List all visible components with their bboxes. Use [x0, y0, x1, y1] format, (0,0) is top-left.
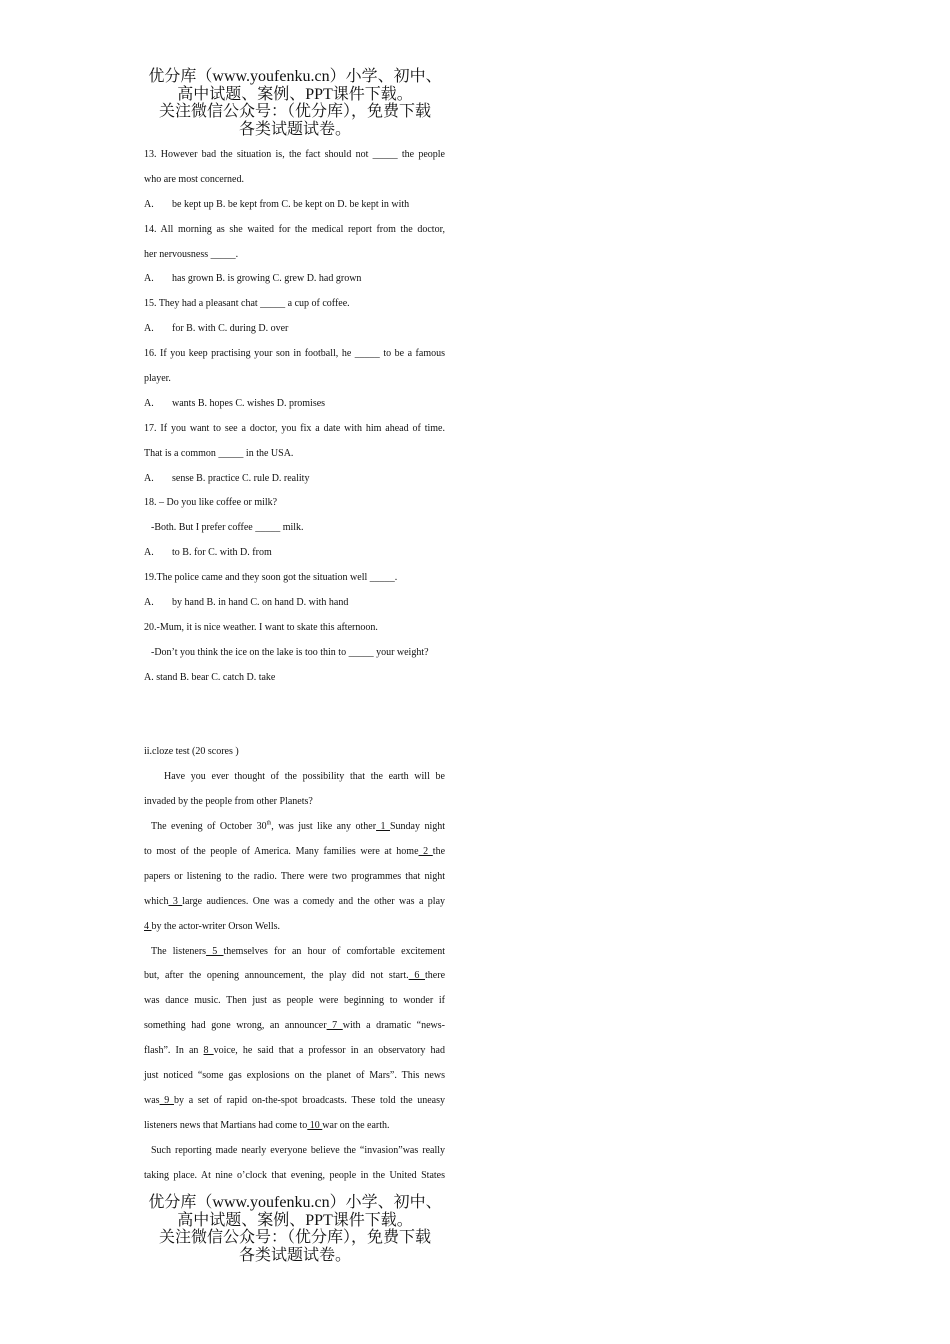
- question-18-line: 18. – Do you like coffee or milk?: [144, 497, 278, 509]
- question-16-line: player.: [144, 373, 171, 385]
- text-run: by the actor-writer Orson Wells.: [151, 920, 280, 932]
- blank-9: 9: [159, 1094, 174, 1106]
- blank-2: 2: [418, 845, 433, 857]
- question-13-line: who are most concerned.: [144, 173, 244, 185]
- banner-line: 各类试题试卷。: [238, 1246, 351, 1264]
- superscript: th: [266, 820, 272, 827]
- cloze-line: [144, 964, 445, 989]
- question-14-line: her nervousness _____.: [144, 248, 239, 260]
- text-run: The evening of October 30: [151, 821, 267, 833]
- text-run: which: [144, 895, 169, 907]
- blank-8: 8: [203, 1045, 214, 1057]
- option-text: for B. with C. during D. over: [172, 323, 289, 335]
- blank-5: 5: [206, 945, 224, 957]
- option-text: wants B. hopes C. wishes D. promises: [172, 397, 326, 409]
- footer-watermark-banner: [145, 1194, 445, 1264]
- text-run: the: [432, 845, 446, 857]
- blank-1: 1: [376, 821, 390, 833]
- cloze-line: just noticed “some gas explosions on the planet of Mars”. This news: [144, 1069, 445, 1081]
- text-run: themselves for an hour of comfortable excitement: [223, 945, 446, 957]
- text-run: but, after the opening announcement, the play did not start.: [144, 970, 409, 982]
- banner-line: 关注微信公众号：（优分库），免费下载: [158, 103, 431, 120]
- option-letter: A.: [144, 323, 154, 335]
- question-18-line: -Both. But I prefer coffee _____ milk.: [151, 522, 304, 534]
- text-run: voice, he said that a professor in an observatory had: [213, 1045, 445, 1057]
- option-letter: A.: [144, 273, 154, 285]
- option-text: by hand B. in hand C. on hand D. with hand: [172, 597, 349, 609]
- question-14-options: [144, 267, 445, 292]
- cloze-line: [144, 815, 445, 840]
- banner-line: 高中试题、案例、PPT课件下载。: [177, 85, 413, 103]
- cloze-line: [144, 1114, 445, 1139]
- question-13-options: [144, 193, 445, 218]
- text-run: by a set of rapid on-the-spot broadcasts. These told the uneasy: [173, 1094, 445, 1106]
- text-run: war on the earth.: [322, 1119, 390, 1131]
- blank-7: 7: [326, 1020, 343, 1032]
- banner-line: 高中试题、案例、PPT课件下载。: [177, 1211, 413, 1229]
- question-15-options: [144, 317, 445, 342]
- question-19-line: 19.The police came and they soon got the situation well _____.: [144, 572, 398, 584]
- text-run: there: [425, 970, 446, 982]
- question-14-line: 14. All morning as she waited for the medical report from the doctor,: [144, 223, 445, 235]
- option-letter: A.: [144, 198, 154, 210]
- cloze-line: [144, 840, 445, 865]
- text-run: something had gone wrong, an announcer: [144, 1020, 327, 1032]
- text-run: listeners news that Martians had come to: [144, 1119, 308, 1131]
- text-run: The listeners: [151, 945, 207, 957]
- banner-line: 各类试题试卷。: [238, 120, 351, 138]
- question-18-options: [144, 541, 445, 566]
- text-run: was: [144, 1094, 160, 1106]
- section-heading: ii.cloze test (20 scores ): [144, 746, 239, 758]
- section-spacer: [144, 691, 445, 741]
- option-text: sense B. practice C. rule D. reality: [172, 472, 310, 484]
- banner-line: 优分库（www.youfenku.cn）小学、初中、: [148, 1194, 442, 1211]
- blank-3: 3: [168, 895, 183, 907]
- blank-4: 4: [144, 920, 152, 932]
- cloze-line: [144, 890, 445, 915]
- text-run: flash”. In an: [144, 1045, 204, 1057]
- text-run: with a dramatic “news-: [342, 1020, 445, 1032]
- text-run: to most of the people of America. Many families were at home: [144, 845, 419, 857]
- cloze-line: taking place. At nine o’clock that evening, people in the United States: [144, 1169, 445, 1181]
- question-15-line: 15. They had a pleasant chat _____ a cup of coffee.: [144, 298, 350, 310]
- cloze-line: [144, 1089, 445, 1114]
- blank-10: 10: [307, 1119, 323, 1131]
- header-watermark-banner: [145, 68, 445, 138]
- document-body: [144, 143, 445, 1188]
- banner-line: 优分库（www.youfenku.cn）小学、初中、: [148, 68, 442, 85]
- cloze-line: Such reporting made nearly everyone believe the “invasion”was really: [151, 1144, 445, 1156]
- blank-6: 6: [408, 970, 426, 982]
- option-letter: A.: [144, 597, 154, 609]
- cloze-line: papers or listening to the radio. There were two programmes that night: [144, 870, 445, 882]
- option-text: has grown B. is growing C. grew D. had grown: [172, 273, 362, 285]
- cloze-line: invaded by the people from other Planets?: [144, 796, 313, 808]
- text-run: , was just like any other: [271, 821, 377, 833]
- question-20-line: 20.-Mum, it is nice weather. I want to skate this afternoon.: [144, 621, 378, 633]
- option-letter: A.: [144, 397, 154, 409]
- cloze-line: was dance music. Then just as people were beginning to wonder if: [144, 995, 445, 1007]
- question-20-options: A. stand B. bear C. catch D. take: [144, 671, 276, 683]
- question-20-line: -Don’t you think the ice on the lake is too thin to _____ your weight?: [151, 646, 429, 658]
- option-text: to B. for C. with D. from: [172, 547, 272, 559]
- cloze-line: Have you ever thought of the possibility that the earth will be: [164, 771, 445, 783]
- option-text: be kept up B. be kept from C. be kept on D. be kept in with: [172, 198, 410, 210]
- cloze-line: [144, 1039, 445, 1064]
- option-letter: A.: [144, 472, 154, 484]
- question-16-options: [144, 392, 445, 417]
- banner-line: 关注微信公众号：（优分库），免费下载: [158, 1229, 431, 1246]
- question-16-line: 16. If you keep practising your son in football, he _____ to be a famous: [144, 348, 445, 360]
- cloze-line: [144, 940, 445, 965]
- question-17-options: [144, 467, 445, 492]
- text-run: large audiences. One was a comedy and the other was a play: [182, 895, 446, 907]
- cloze-line: [144, 1014, 445, 1039]
- question-13-line: 13. However bad the situation is, the fact should not _____ the people: [144, 149, 445, 160]
- question-17-line: That is a common _____ in the USA.: [144, 447, 294, 459]
- text-run: Sunday night: [389, 821, 446, 833]
- option-letter: A.: [144, 547, 154, 559]
- question-19-options: [144, 591, 445, 616]
- cloze-line: [144, 915, 445, 940]
- question-17-line: 17. If you want to see a doctor, you fix a date with him ahead of time.: [144, 422, 445, 434]
